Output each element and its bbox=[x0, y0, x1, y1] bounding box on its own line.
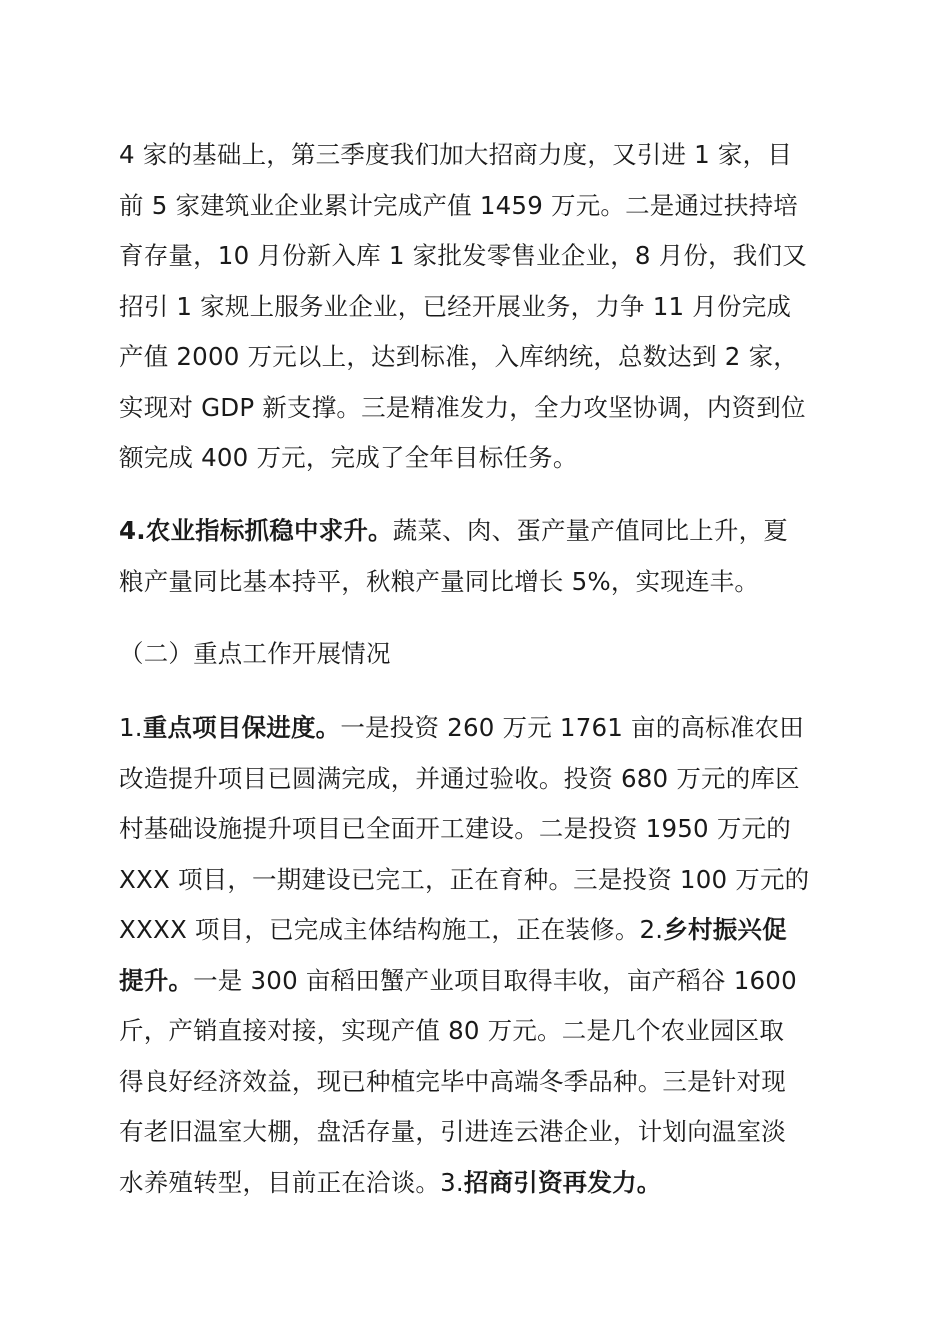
bold-lead: 乡村振兴促 bbox=[663, 915, 787, 944]
text-run: XXXX 项目，已完成主体结构施工，正在装修。2. bbox=[119, 915, 664, 944]
text-run: 蔬菜、肉、蛋产量产值同比上升，夏 bbox=[392, 516, 788, 545]
text-line: 得良好经济效益，现已种植完毕中高端冬季品种。三是针对现 bbox=[119, 1066, 786, 1096]
bold-lead: 提升。 bbox=[119, 965, 194, 995]
text-line: 村基础设施提升项目已全面开工建设。二是投资 1950 万元的 bbox=[119, 814, 791, 843]
paragraph-key-work bbox=[119, 703, 831, 1208]
text-line: 改造提升项目已圆满完成，并通过验收。投资 680 万元的库区 bbox=[119, 763, 800, 793]
text-line: XXX 项目，一期建设已完工，正在育种。三是投资 100 万元的 bbox=[119, 864, 810, 894]
text-line bbox=[119, 1158, 831, 1209]
text-line: 前 5 家建筑业企业累计完成产值 1459 万元。二是通过扶持培 bbox=[119, 190, 798, 220]
text-line: 斤，产销直接对接，实现产值 80 万元。二是几个农业园区取 bbox=[119, 1016, 785, 1045]
text-line bbox=[119, 956, 831, 1007]
text-line: 育存量，10 月份新入库 1 家批发零售业企业，8 月份，我们又 bbox=[119, 241, 807, 270]
paragraph-industry bbox=[119, 130, 831, 484]
text-run: 水养殖转型，目前正在洽谈。3. bbox=[119, 1167, 464, 1197]
text-line: 有老旧温室大棚，盘活存量，引进连云港企业，计划向温室淡 bbox=[119, 1117, 786, 1146]
text-run: 一是 300 亩稻田蟹产业项目取得丰收，亩产稻谷 1600 bbox=[193, 965, 797, 995]
text-line bbox=[119, 703, 831, 754]
text-line: 产值 2000 万元以上，达到标准，入库纳统，总数达到 2 家， bbox=[119, 342, 798, 371]
item-number: 1. bbox=[119, 713, 143, 742]
text-line: 额完成 400 万元，完成了全年目标任务。 bbox=[119, 443, 578, 472]
bold-lead: 招商引资再发力。 bbox=[463, 1167, 662, 1197]
paragraph-agriculture bbox=[119, 506, 831, 607]
text-line bbox=[119, 506, 831, 557]
bold-lead: 4.农业指标抓稳中求升。 bbox=[119, 516, 393, 545]
text-line: 粮产量同比基本持平，秋粮产量同比增长 5%，实现连丰。 bbox=[119, 566, 760, 596]
heading-text: （二）重点工作开展情况 bbox=[119, 639, 391, 668]
text-line: 招引 1 家规上服务业企业，已经开展业务，力争 11 月份完成 bbox=[119, 291, 792, 321]
text-line: 实现对 GDP 新支撑。三是精准发力，全力攻坚协调，内资到位 bbox=[119, 392, 806, 422]
section-heading bbox=[119, 629, 831, 680]
text-run: 一是投资 260 万元 1761 亩的高标准农田 bbox=[340, 713, 804, 742]
bold-lead: 重点项目保进度。 bbox=[142, 713, 341, 742]
text-line: 4 家的基础上，第三季度我们加大招商力度，又引进 1 家，目 bbox=[119, 140, 793, 169]
text-line bbox=[119, 905, 831, 956]
